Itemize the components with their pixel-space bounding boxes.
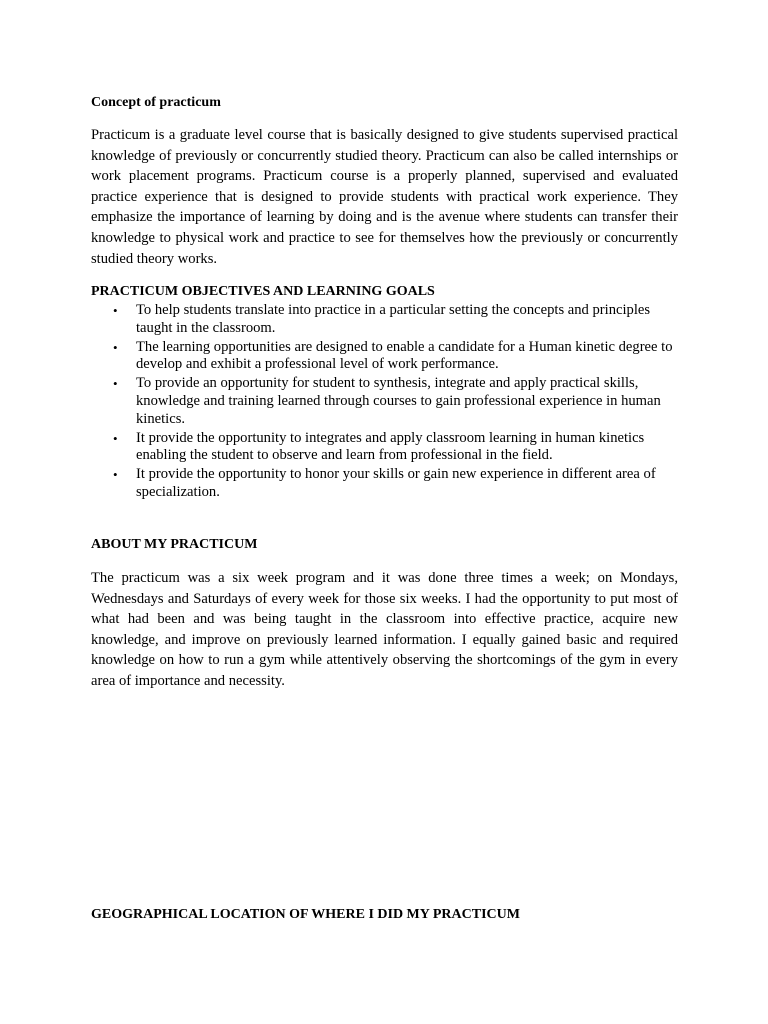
objectives-list — [91, 302, 678, 503]
list-item — [91, 375, 678, 428]
bullet-icon: • — [113, 467, 118, 483]
section-heading-about: ABOUT MY PRACTICUM — [91, 537, 258, 552]
bullet-icon: • — [113, 303, 118, 318]
list-item-text: It provide the opportunity to integrates and apply classroom learning in human kinetics enabling the student to observe and learn from professional in the field. — [136, 429, 645, 464]
list-item-text: To provide an opportunity for student to synthesis, integrate and apply practical skills, knowledge and training learned through courses to gain professional experience in human kinetics. — [136, 375, 661, 427]
paragraph-about: The practicum was a six week program and it was done three times a week; on Mondays, Wednesdays and Saturdays of every week for those six weeks. I had the opportunity to put most of what had been and was being taught in the classroom into effective practice, acquire new knowledge, and improve on previously learned information. I equally gained basic and required knowledge on how to run a gym while attentively observing the shortcomings of the gym in every area of importance and necessity. — [91, 570, 678, 689]
document-page — [91, 0, 678, 1024]
section-heading-concept: Concept of practicum — [91, 95, 221, 110]
list-item — [91, 466, 678, 501]
list-item — [91, 302, 678, 337]
bullet-icon: • — [113, 430, 118, 446]
list-item-text: The learning opportunities are designed to enable a candidate for a Human kinetic degree to develop and exhibit a professional level of work performance. — [136, 338, 673, 373]
bullet-icon: • — [113, 376, 118, 392]
section-heading-objectives: PRACTICUM OBJECTIVES AND LEARNING GOALS — [91, 284, 435, 299]
list-item-text: To help students translate into practice in a particular setting the concepts and principles taught in the classroom. — [136, 302, 651, 336]
list-item — [91, 430, 678, 465]
section-heading-location: GEOGRAPHICAL LOCATION OF WHERE I DID MY PRACTICUM — [91, 907, 520, 922]
paragraph-concept: Practicum is a graduate level course that is basically designed to give students supervised practical knowledge of previously or concurrently studied theory. Practicum can also be called internships or work placement programs. Practicum course is a properly planned, supervised and evaluated practice experience that is designed to provide students with practical work experience. They emphasize the importance of learning by doing and is the avenue where students can transfer their knowledge to physical work and practice to see for themselves how the previously or concurrently studied theory works. — [91, 127, 678, 267]
bullet-icon: • — [113, 339, 118, 355]
list-item-text: It provide the opportunity to honor your skills or gain new experience in different area of specialization. — [136, 466, 656, 500]
list-item — [91, 339, 678, 374]
